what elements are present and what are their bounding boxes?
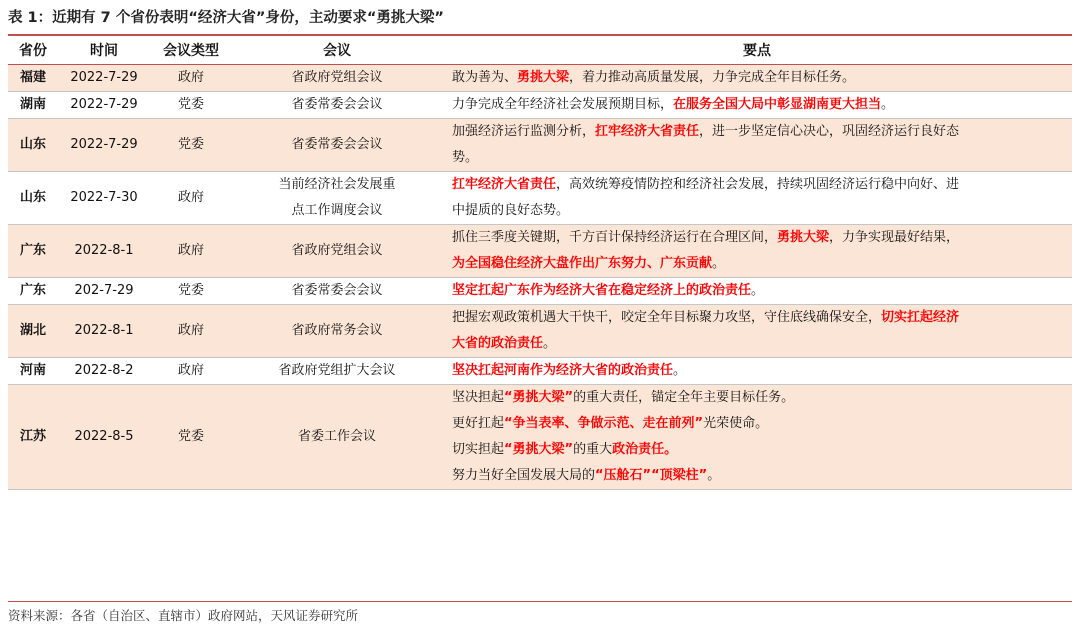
cell-points <box>442 385 1072 490</box>
meeting-line: 省委常委会会议 <box>291 137 383 152</box>
points-text: 。 <box>712 256 726 271</box>
cell-province: 福建 <box>8 65 58 92</box>
points-line <box>452 198 1066 224</box>
highlight-text: 勇挑大梁 <box>517 70 570 85</box>
table-body <box>8 65 1072 490</box>
points-text: ，进一步坚定信心决心，巩固经济运行良好态 <box>699 124 960 139</box>
points-line <box>452 119 1066 145</box>
points-text: ，高效统筹疫情防控和经济社会发展，持续巩固经济运行稳中向好、进 <box>556 177 960 192</box>
cell-province: 山东 <box>8 172 58 225</box>
highlight-text: 为全国稳住经济大盘作出广东努力、广东贡献 <box>452 256 713 271</box>
cell-province: 江苏 <box>8 385 58 490</box>
points-text: 努力当好全国发展大局的 <box>452 468 596 483</box>
points-text: 力争完成全年经济社会发展预期目标， <box>452 97 674 112</box>
cell-points <box>442 225 1072 278</box>
cell-province: 河南 <box>8 358 58 385</box>
points-text: 。 <box>751 283 765 298</box>
table-row <box>8 278 1072 305</box>
highlight-text: 扛牢经济大省责任 <box>595 124 700 139</box>
points-text: 。 <box>881 97 895 112</box>
cell-points <box>442 278 1072 305</box>
points-line <box>452 385 1066 411</box>
meeting-line: 省政府党组会议 <box>291 70 383 85</box>
cell-province: 湖南 <box>8 92 58 119</box>
cell-meeting <box>232 172 442 225</box>
cell-points <box>442 305 1072 358</box>
table-title: 表 1：近期有 7 个省份表明“经济大省”身份，主动要求“勇挑大梁” <box>8 10 444 26</box>
cell-date: 2022-8-2 <box>58 358 150 385</box>
highlight-text: 坚定扛起广东作为经济大省在稳定经济上的政治责任 <box>452 283 752 298</box>
cell-date: 2022-7-29 <box>58 65 150 92</box>
cell-meeting <box>232 358 442 385</box>
highlight-text: 切实扛起经济 <box>881 310 960 325</box>
cell-date: 2022-7-29 <box>58 119 150 172</box>
cell-type: 党委 <box>150 92 232 119</box>
points-text: 。 <box>673 363 687 378</box>
cell-points <box>442 358 1072 385</box>
cell-meeting <box>232 92 442 119</box>
meeting-line: 省政府常务会议 <box>291 323 383 338</box>
cell-type: 政府 <box>150 358 232 385</box>
highlight-text: “争当表率、争做示范、走在前列” <box>504 416 704 431</box>
cell-meeting <box>232 65 442 92</box>
cell-type: 政府 <box>150 305 232 358</box>
highlight-text: “勇挑大梁” <box>504 442 574 457</box>
points-line <box>452 92 1066 118</box>
source-divider <box>8 601 1072 602</box>
header-row <box>8 36 1072 65</box>
highlight-text: 勇挑大梁 <box>777 230 830 245</box>
points-line <box>452 437 1066 463</box>
cell-meeting <box>232 119 442 172</box>
points-line <box>452 145 1066 171</box>
points-text: 切实担起 <box>452 442 505 457</box>
cell-meeting <box>232 225 442 278</box>
highlight-text: 大省的政治责任 <box>452 336 544 351</box>
cell-type: 党委 <box>150 385 232 490</box>
points-line <box>452 463 1066 489</box>
header-points: 要点 <box>442 36 1072 65</box>
points-line <box>452 305 1066 331</box>
cell-type: 党委 <box>150 278 232 305</box>
cell-meeting <box>232 305 442 358</box>
points-text: 的重大责任，锚定全年主要目标任务。 <box>573 390 795 405</box>
cell-province: 广东 <box>8 225 58 278</box>
points-line <box>452 331 1066 357</box>
meeting-line: 省政府党组扩大会议 <box>278 363 396 378</box>
cell-date: 2022-8-1 <box>58 225 150 278</box>
cell-meeting <box>232 385 442 490</box>
points-line <box>452 172 1066 198</box>
meeting-line: 当前经济社会发展重 <box>278 177 396 192</box>
meeting-line: 点工作调度会议 <box>291 203 383 218</box>
cell-date: 202-7-29 <box>58 278 150 305</box>
points-text: 的重大 <box>573 442 613 457</box>
highlight-text: “压舱石”“顶梁柱” <box>595 468 708 483</box>
cell-province: 山东 <box>8 119 58 172</box>
points-text: 。 <box>707 468 721 483</box>
points-line <box>452 358 1066 384</box>
points-text: 中提质的良好态势。 <box>452 203 570 218</box>
points-text: 坚决担起 <box>452 390 505 405</box>
cell-points <box>442 172 1072 225</box>
table-row <box>8 358 1072 385</box>
cell-province: 广东 <box>8 278 58 305</box>
cell-points <box>442 92 1072 119</box>
cell-type: 政府 <box>150 225 232 278</box>
table-row <box>8 119 1072 172</box>
table-row <box>8 385 1072 490</box>
table-row <box>8 305 1072 358</box>
cell-date: 2022-8-5 <box>58 385 150 490</box>
points-text: ，力争实现最好结果， <box>829 230 960 245</box>
cell-date: 2022-7-30 <box>58 172 150 225</box>
points-line <box>452 278 1066 304</box>
meeting-line: 省委常委会会议 <box>291 283 383 298</box>
points-line <box>452 411 1066 437</box>
points-text: 把握宏观政策机遇大干快干，咬定全年目标聚力攻坚，守住底线确保安全， <box>452 310 882 325</box>
header-province: 省份 <box>8 36 58 65</box>
meeting-line: 省委常委会会议 <box>291 97 383 112</box>
points-text: 抓住三季度关键期，千方百计保持经济运行在合理区间， <box>452 230 778 245</box>
points-text: 更好扛起 <box>452 416 505 431</box>
province-table <box>8 36 1072 490</box>
cell-type: 政府 <box>150 172 232 225</box>
points-line <box>452 251 1066 277</box>
highlight-text: 政治责任。 <box>612 442 678 457</box>
highlight-text: 在服务全国大局中彰显湖南更大担当 <box>673 97 882 112</box>
header-meeting: 会议 <box>232 36 442 65</box>
source-note: 资料来源：各省（自治区、直辖市）政府网站，天风证券研究所 <box>8 608 359 623</box>
table-row <box>8 225 1072 278</box>
points-line <box>452 65 1066 91</box>
cell-points <box>442 65 1072 92</box>
cell-meeting <box>232 278 442 305</box>
points-text: 光荣使命。 <box>703 416 769 431</box>
highlight-text: 扛牢经济大省责任 <box>452 177 557 192</box>
points-line <box>452 225 1066 251</box>
points-text: 。 <box>543 336 557 351</box>
cell-date: 2022-7-29 <box>58 92 150 119</box>
table-row <box>8 92 1072 119</box>
header-type: 会议类型 <box>150 36 232 65</box>
table-row <box>8 172 1072 225</box>
cell-type: 党委 <box>150 119 232 172</box>
points-text: 敢为善为、 <box>452 70 518 85</box>
points-text: ，着力推动高质量发展，力争完成全年目标任务。 <box>569 70 856 85</box>
highlight-text: 坚决扛起河南作为经济大省的政治责任 <box>452 363 674 378</box>
cell-province: 湖北 <box>8 305 58 358</box>
header-date: 时间 <box>58 36 150 65</box>
points-text: 势。 <box>452 150 479 165</box>
highlight-text: “勇挑大梁” <box>504 390 574 405</box>
meeting-line: 省政府党组会议 <box>291 243 383 258</box>
table-row <box>8 65 1072 92</box>
cell-date: 2022-8-1 <box>58 305 150 358</box>
cell-points <box>442 119 1072 172</box>
points-text: 加强经济运行监测分析， <box>452 124 596 139</box>
cell-type: 政府 <box>150 65 232 92</box>
meeting-line: 省委工作会议 <box>297 429 376 444</box>
